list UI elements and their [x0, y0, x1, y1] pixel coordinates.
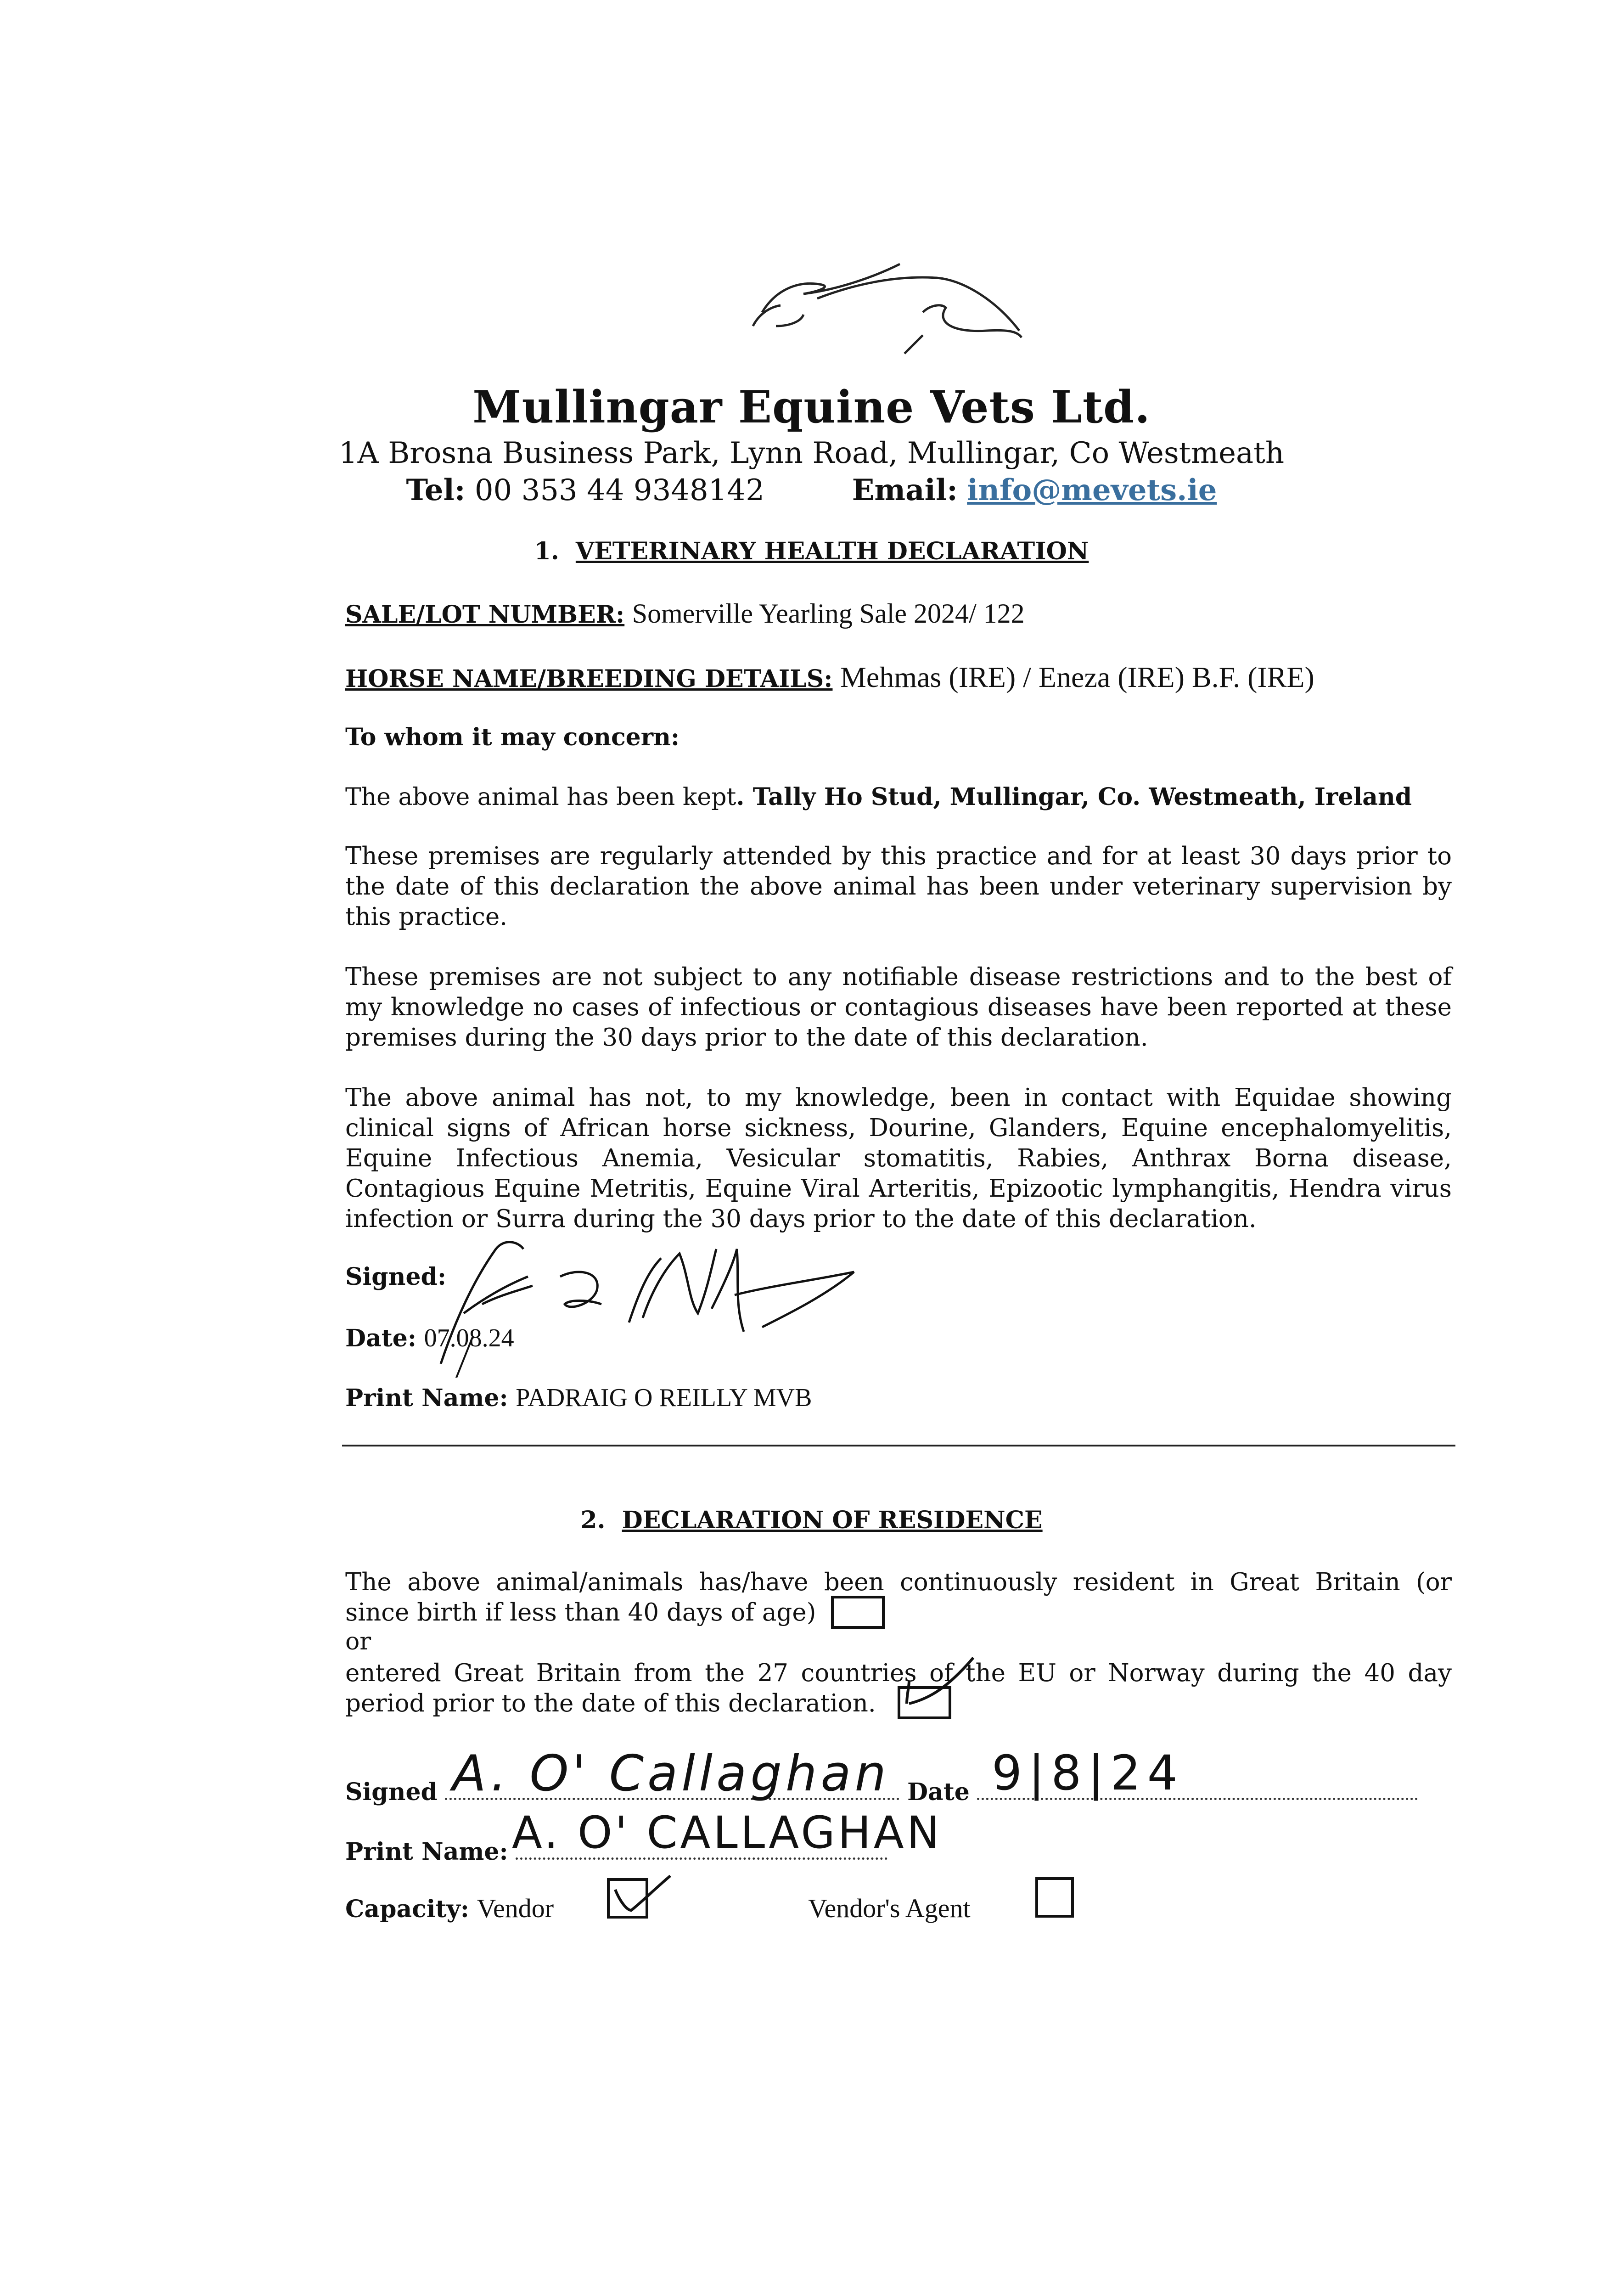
horse-label: HORSE NAME/BREEDING DETAILS: [345, 665, 833, 693]
agent-row [808, 1893, 971, 1924]
sale-lot-row [345, 598, 1025, 630]
para-line: The above animal/animals has/have been continuously resident in Great Britain (or [345, 1568, 1452, 1596]
section1-heading: VETERINARY HEALTH DECLARATION [575, 537, 1089, 565]
sale-lot-value: Somerville Yearling Sale 2024/ 122 [632, 598, 1025, 629]
option1-checkbox[interactable] [831, 1596, 885, 1629]
kept-text: The above animal has been kept [345, 783, 736, 811]
email-label: Email: [852, 473, 958, 507]
section1-number: 1. [534, 537, 559, 565]
contact-line [0, 473, 1623, 507]
para-line: my knowledge no cases of infectious or contagious diseases have been reported at these [345, 993, 1452, 1021]
company-address: 1A Brosna Business Park, Lynn Road, Mullingar, Co Westmeath [338, 436, 1285, 470]
capacity-row [345, 1893, 554, 1924]
vet-print-name-label: Print Name: [345, 1384, 508, 1412]
tel-label: Tel: [406, 473, 466, 507]
owner-date-value: 9|8|24 [992, 1745, 1184, 1801]
para-line: period prior to the date of this declaration. [345, 1689, 876, 1717]
section-divider [342, 1445, 1455, 1446]
option2-tick-mark [886, 1653, 978, 1722]
vet-print-name-value: PADRAIG O REILLY MVB [516, 1384, 812, 1412]
section2-heading: DECLARATION OF RESIDENCE [622, 1506, 1043, 1534]
section2-number: 2. [580, 1506, 606, 1534]
email-link[interactable]: info@mevets.ie [967, 473, 1217, 507]
para-line: this practice. [345, 903, 508, 931]
capacity-label: Capacity: [345, 1895, 469, 1923]
kept-line [345, 783, 1412, 811]
capacity-vendor-label: Vendor [477, 1893, 554, 1923]
vet-signature [413, 1231, 872, 1378]
vet-date-label: Date: [345, 1324, 417, 1352]
para-line: the date of this declaration the above animal has been under veterinary supervision by [345, 872, 1452, 900]
paragraph-supervision [345, 841, 1452, 932]
kept-location: . Tally Ho Stud, Mullingar, Co. Westmeath, Ireland [736, 783, 1412, 811]
vet-date-value: 07.08.24 [424, 1324, 514, 1352]
section1-title [0, 537, 1623, 565]
para-line: since birth if less than 40 days of age) [345, 1598, 816, 1626]
section2-title [0, 1506, 1623, 1534]
para-line: infection or Surra during the 30 days prior to the date of this declaration. [345, 1205, 1257, 1233]
owner-signature: A. O' Callaghan [452, 1745, 890, 1802]
horse-value: Mehmas (IRE) / Eneza (IRE) B.F. (IRE) [840, 661, 1314, 693]
tel-value: 00 353 44 9348142 [474, 473, 764, 507]
paragraph-diseases [345, 1083, 1452, 1234]
para-line: Equine Infectious Anemia, Vesicular stomatitis, Rabies, Anthrax Borna disease, [345, 1144, 1452, 1172]
salutation: To whom it may concern: [345, 723, 680, 751]
paragraph-restrictions [345, 962, 1452, 1053]
owner-print-name-value: A. O' CALLAGHAN [512, 1807, 943, 1858]
vet-print-name-row [345, 1383, 812, 1412]
para-line: clinical signs of African horse sickness, Dourine, Glanders, Equine encephalomyelitis, [345, 1114, 1452, 1142]
or-text: or [345, 1628, 371, 1655]
residence-option1 [345, 1567, 1452, 1628]
para-line: entered Great Britain from the 27 countries of the EU or Norway during the 40 day [345, 1659, 1452, 1687]
owner-print-name-label: Print Name: [345, 1838, 508, 1866]
agent-checkbox[interactable] [1035, 1877, 1074, 1918]
owner-date-label: Date [907, 1778, 970, 1806]
horse-logo [748, 257, 1033, 363]
para-line: The above animal has not, to my knowledge, been in contact with Equidae showing [345, 1084, 1452, 1112]
capacity-agent-label: Vendor's Agent [808, 1893, 971, 1923]
vendor-tick-mark [606, 1864, 675, 1919]
para-line: These premises are regularly attended by this practice and for at least 30 days prior to [345, 842, 1452, 870]
para-line: These premises are not subject to any notifiable disease restrictions and to the best of [345, 963, 1452, 991]
vet-signed-label: Signed: [345, 1263, 447, 1291]
para-line: Contagious Equine Metritis, Equine Viral Arteritis, Epizootic lymphangitis, Hendra virus [345, 1175, 1452, 1203]
owner-signed-label: Signed [345, 1778, 438, 1806]
company-name: Mullingar Equine Vets Ltd. [472, 381, 1151, 433]
sale-lot-label: SALE/LOT NUMBER: [345, 601, 625, 629]
para-line: premises during the 30 days prior to the date of this declaration. [345, 1024, 1148, 1052]
horse-row [345, 660, 1314, 694]
